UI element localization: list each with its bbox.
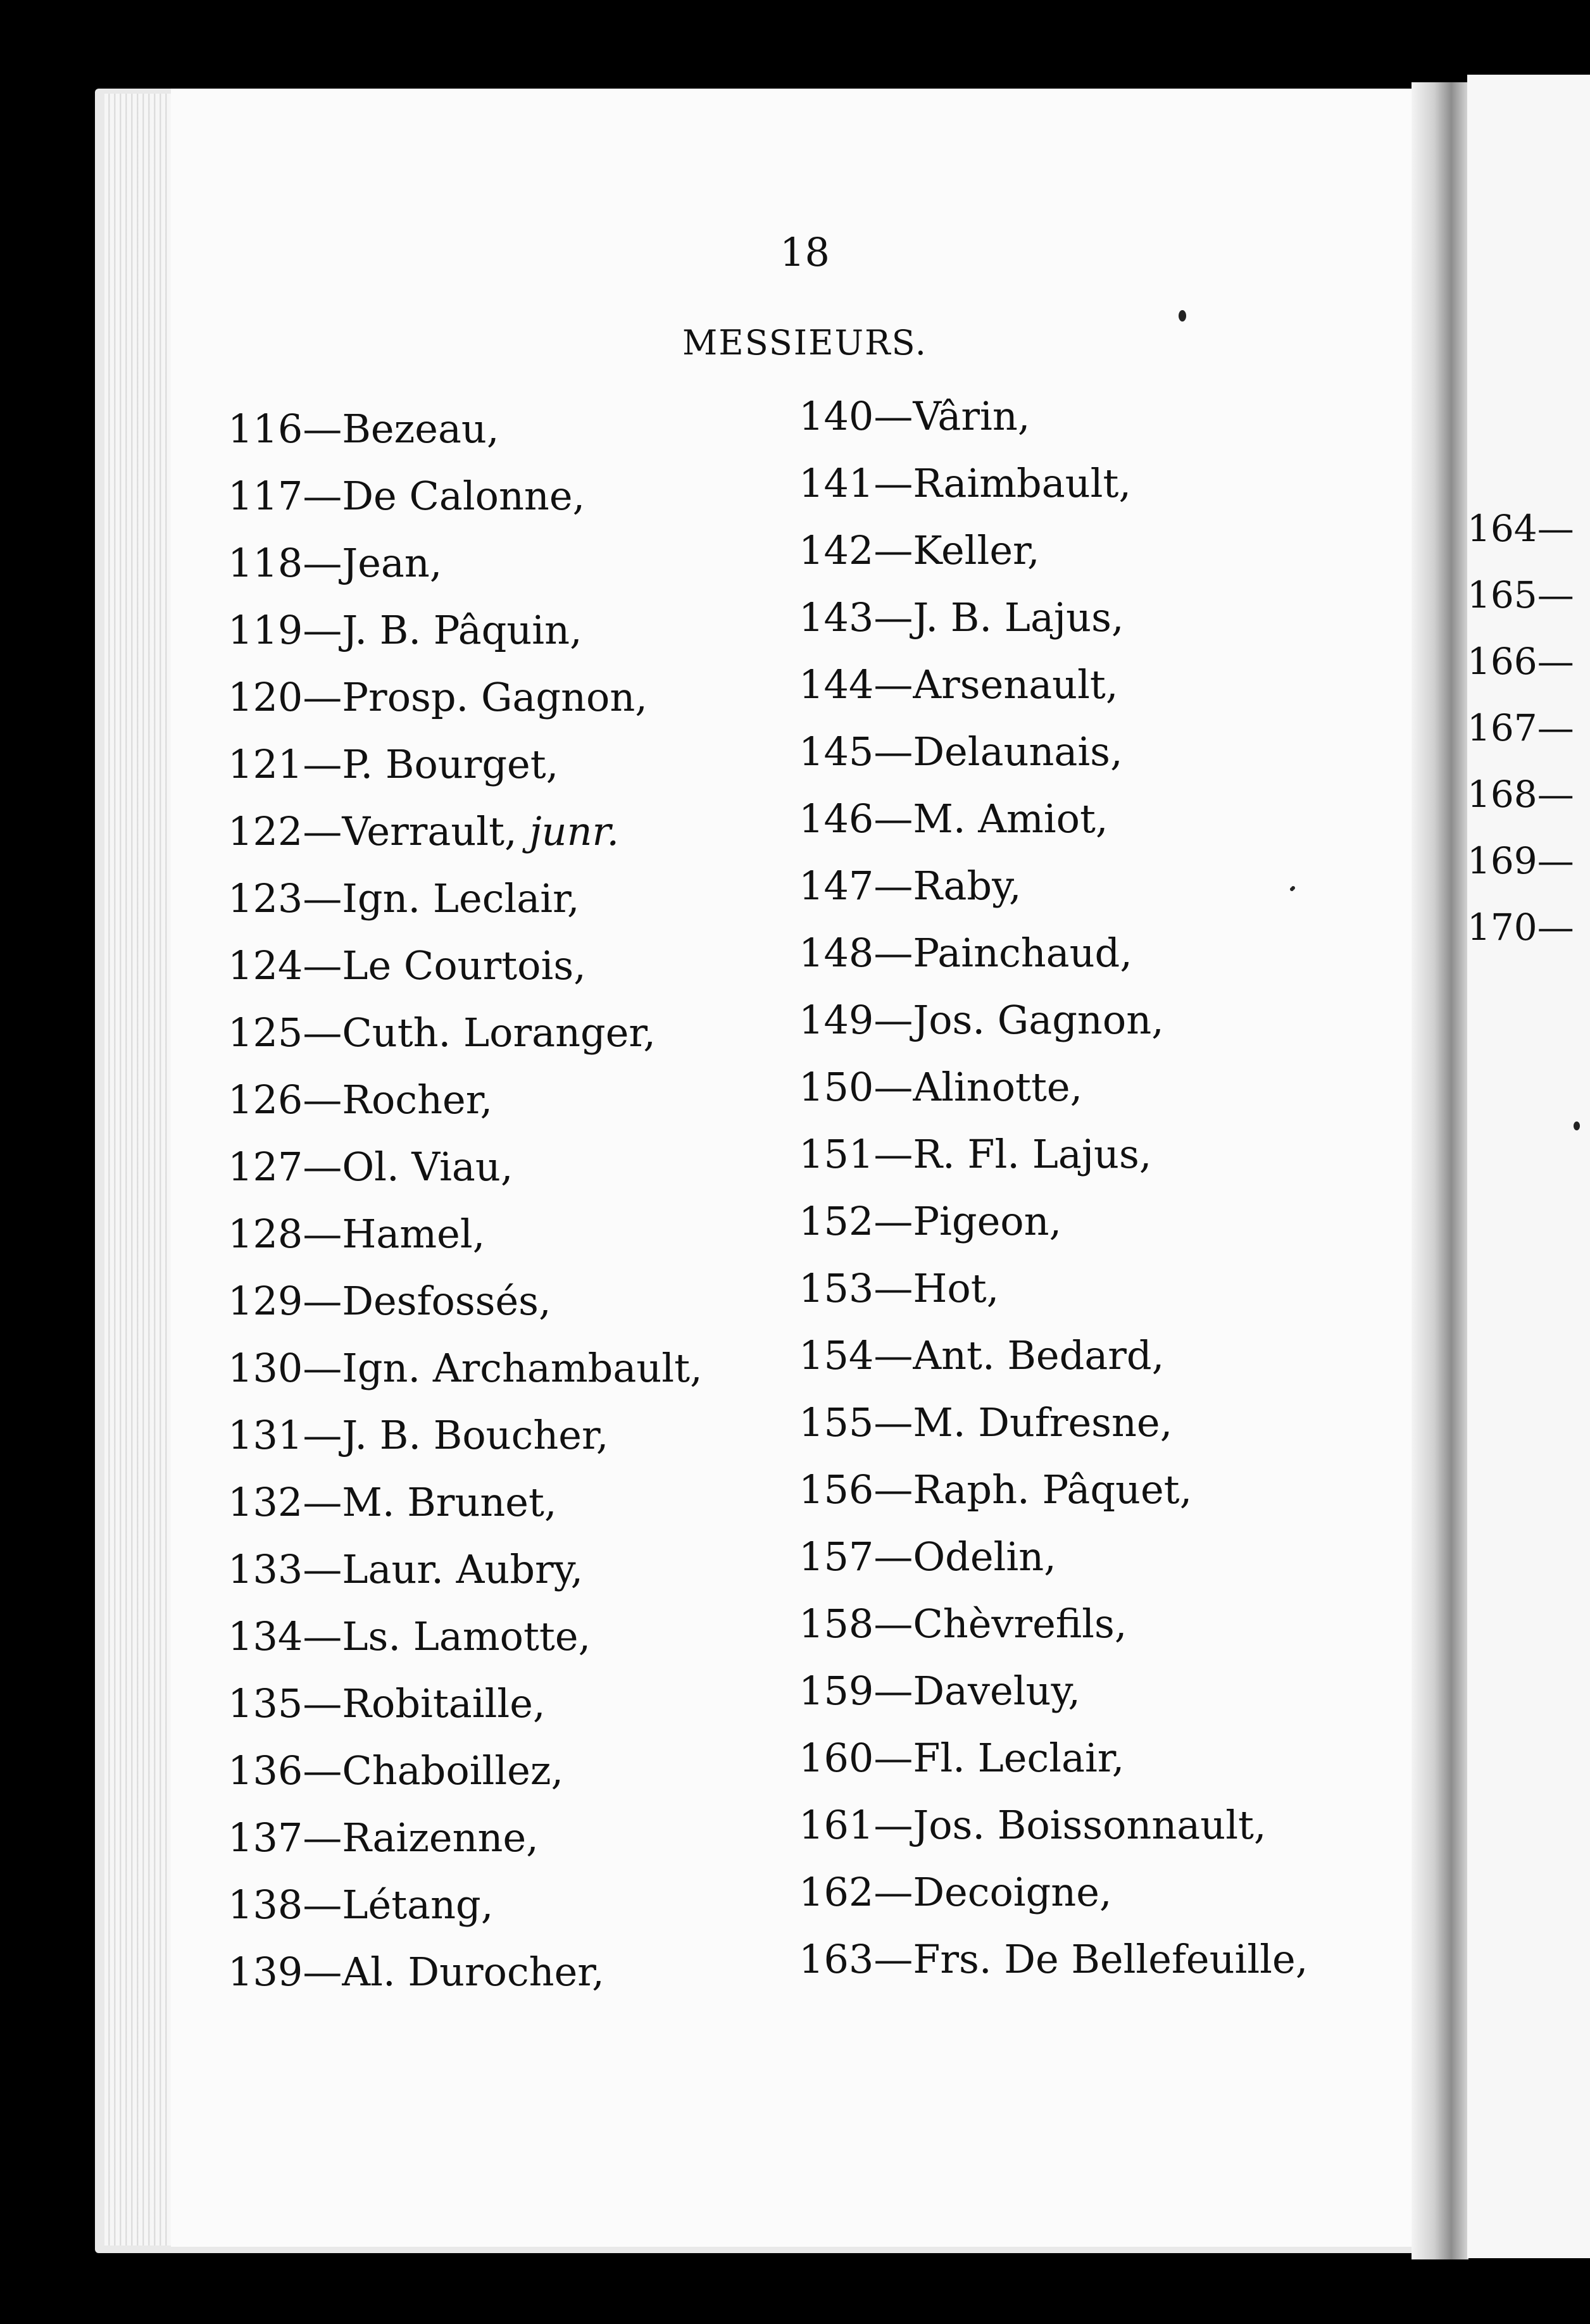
- list-item: 130—Ign. Archambault,: [228, 1345, 703, 1391]
- list-item: 158—Chèvrefils,: [799, 1601, 1127, 1647]
- list-item: 117—De Calonne,: [228, 473, 585, 519]
- list-item: 126—Rocher,: [228, 1077, 493, 1123]
- list-item: 134—Ls. Lamotte,: [228, 1613, 591, 1659]
- list-item: 132—M. Brunet,: [228, 1479, 557, 1525]
- list-item: 139—Al. Durocher,: [228, 1949, 604, 1995]
- page-number: 18: [780, 229, 830, 275]
- list-item: 135—Robitaille,: [228, 1680, 546, 1727]
- list-item: 120—Prosp. Gagnon,: [228, 674, 648, 720]
- list-item: 164—: [1467, 507, 1574, 550]
- list-item: 141—Raimbault,: [799, 460, 1132, 506]
- name-list-left-column: [228, 396, 703, 2006]
- list-item: 125—Cuth. Loranger,: [228, 1009, 656, 1056]
- list-item: 160—Fl. Leclair,: [799, 1735, 1125, 1781]
- list-item: 118—Jean,: [228, 540, 442, 586]
- list-item: 163—Frs. De Bellefeuille,: [799, 1936, 1308, 1982]
- italic-suffix: junr.: [529, 808, 620, 854]
- list-item: 157—Odelin,: [799, 1534, 1056, 1580]
- list-item: 131—J. B. Boucher,: [228, 1412, 609, 1458]
- list-item: 159—Daveluy,: [799, 1668, 1080, 1714]
- list-item: 140—Vârin,: [799, 393, 1030, 439]
- list-item: 150—Alinotte,: [799, 1064, 1083, 1110]
- list-item: 133—Laur. Aubry,: [228, 1546, 584, 1592]
- ink-speck: [1574, 1121, 1580, 1130]
- list-item: 124—Le Courtois,: [228, 942, 586, 989]
- list-item: 137—Raizenne,: [228, 1815, 539, 1861]
- list-item: 119—J. B. Pâquin,: [228, 607, 582, 653]
- list-item: 146—M. Amiot,: [799, 796, 1108, 842]
- list-item: 143—J. B. Lajus,: [799, 594, 1124, 640]
- list-item: 154—Ant. Bedard,: [799, 1332, 1165, 1378]
- list-item: 166—: [1467, 640, 1574, 683]
- list-item: 162—Decoigne,: [799, 1869, 1112, 1915]
- page-edges: [104, 94, 174, 2246]
- name-list-right-column-partial: [1467, 496, 1574, 961]
- list-item: 127—Ol. Viau,: [228, 1144, 513, 1190]
- list-item: 138—Létang,: [228, 1882, 494, 1928]
- list-item: 136—Chaboillez,: [228, 1747, 564, 1794]
- list-item: 168—: [1467, 773, 1574, 816]
- list-item: 152—Pigeon,: [799, 1198, 1062, 1244]
- list-item: 128—Hamel,: [228, 1211, 485, 1257]
- list-item: 145—Delaunais,: [799, 728, 1123, 775]
- list-item: 122—Verrault, junr.: [228, 808, 620, 854]
- list-item: 147—Raby,: [799, 863, 1022, 909]
- facing-page-partial: [1467, 75, 1590, 2258]
- list-item: 161—Jos. Boissonnault,: [799, 1802, 1267, 1848]
- list-item: 149—Jos. Gagnon,: [799, 997, 1164, 1043]
- book-gutter: [1412, 82, 1468, 2259]
- list-item: 165—: [1467, 573, 1574, 616]
- section-heading: MESSIEURS.: [682, 323, 927, 363]
- list-item: 123—Ign. Leclair,: [228, 875, 580, 921]
- list-item: 142—Keller,: [799, 527, 1040, 573]
- ink-speck: [1179, 310, 1186, 322]
- list-item: 121—P. Bourget,: [228, 741, 559, 787]
- list-item: 156—Raph. Pâquet,: [799, 1466, 1192, 1513]
- list-item: 129—Desfossés,: [228, 1278, 551, 1324]
- list-item: 116—Bezeau,: [228, 406, 499, 452]
- list-item: 153—Hot,: [799, 1265, 999, 1311]
- list-item: 151—R. Fl. Lajus,: [799, 1131, 1152, 1177]
- name-list-middle-column: [799, 383, 1308, 1993]
- list-item: 170—: [1467, 906, 1574, 949]
- list-item: 148—Painchaud,: [799, 930, 1132, 976]
- list-item: 167—: [1467, 706, 1574, 749]
- list-item: 169—: [1467, 839, 1574, 882]
- ink-speck: [1290, 887, 1294, 891]
- list-item: 155—M. Dufresne,: [799, 1399, 1173, 1446]
- list-item: 144—Arsenault,: [799, 661, 1118, 708]
